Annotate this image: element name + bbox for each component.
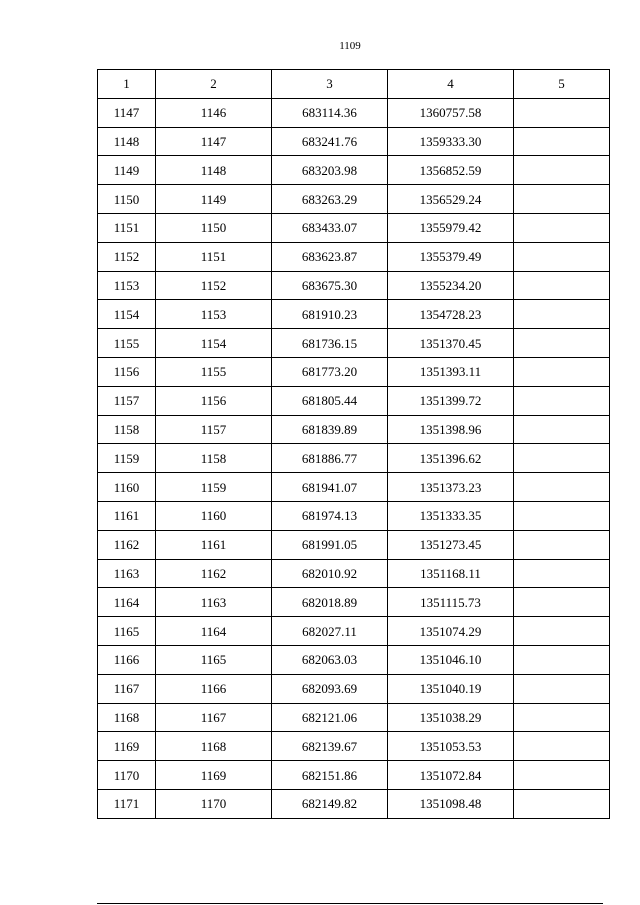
table-cell-col-5: [514, 185, 610, 214]
table-cell-col-3: 683263.29: [272, 185, 388, 214]
table-cell-col-2: 1166: [156, 674, 272, 703]
table-cell-col-5: [514, 444, 610, 473]
table-row: [98, 300, 610, 329]
table-cell-col-1: 1152: [98, 242, 156, 271]
table-cell-col-4: 1351115.73: [388, 588, 514, 617]
table-cell-col-2: 1167: [156, 703, 272, 732]
table-row: [98, 156, 610, 185]
column-header-1: 1: [98, 70, 156, 99]
table-cell-col-1: 1171: [98, 789, 156, 818]
table-cell-col-1: 1157: [98, 386, 156, 415]
table-cell-col-1: 1169: [98, 732, 156, 761]
table-cell-col-5: [514, 789, 610, 818]
table-cell-col-5: [514, 213, 610, 242]
table-cell-col-1: 1166: [98, 645, 156, 674]
table-cell-col-1: 1163: [98, 559, 156, 588]
table-cell-col-2: 1147: [156, 127, 272, 156]
table-cell-col-5: [514, 559, 610, 588]
table-cell-col-5: [514, 530, 610, 559]
table-cell-col-3: 683433.07: [272, 213, 388, 242]
table-cell-col-5: [514, 588, 610, 617]
table-cell-col-2: 1148: [156, 156, 272, 185]
table-row: [98, 98, 610, 127]
table-cell-col-5: [514, 357, 610, 386]
table-cell-col-4: 1351038.29: [388, 703, 514, 732]
table-cell-col-4: 1351333.35: [388, 501, 514, 530]
table-cell-col-2: 1151: [156, 242, 272, 271]
table-cell-col-5: [514, 732, 610, 761]
table-cell-col-3: 683114.36: [272, 98, 388, 127]
table-body: [98, 98, 610, 818]
table-cell-col-5: [514, 242, 610, 271]
table-cell-col-3: 682149.82: [272, 789, 388, 818]
table-cell-col-2: 1149: [156, 185, 272, 214]
table-cell-col-4: 1351074.29: [388, 617, 514, 646]
table-cell-col-4: 1360757.58: [388, 98, 514, 127]
table-cell-col-1: 1150: [98, 185, 156, 214]
table-row: [98, 559, 610, 588]
table-cell-col-2: 1161: [156, 530, 272, 559]
table-row: [98, 761, 610, 790]
table-cell-col-1: 1149: [98, 156, 156, 185]
table-cell-col-3: 681736.15: [272, 329, 388, 358]
table-row: [98, 213, 610, 242]
table-cell-col-2: 1159: [156, 473, 272, 502]
table-row: [98, 674, 610, 703]
table-cell-col-4: 1351273.45: [388, 530, 514, 559]
table-row: [98, 185, 610, 214]
table-cell-col-5: [514, 761, 610, 790]
table-row: [98, 242, 610, 271]
table-cell-col-3: 682093.69: [272, 674, 388, 703]
table-cell-col-2: 1163: [156, 588, 272, 617]
table-cell-col-2: 1169: [156, 761, 272, 790]
table-cell-col-4: 1351396.62: [388, 444, 514, 473]
table-cell-col-4: 1351370.45: [388, 329, 514, 358]
table-cell-col-4: 1351046.10: [388, 645, 514, 674]
table-cell-col-2: 1152: [156, 271, 272, 300]
table-cell-col-3: 683623.87: [272, 242, 388, 271]
table-cell-col-3: 681910.23: [272, 300, 388, 329]
table-cell-col-4: 1355234.20: [388, 271, 514, 300]
table-cell-col-5: [514, 501, 610, 530]
table-cell-col-5: [514, 415, 610, 444]
table-cell-col-1: 1164: [98, 588, 156, 617]
table-row: [98, 588, 610, 617]
table-cell-col-1: 1158: [98, 415, 156, 444]
table-cell-col-5: [514, 300, 610, 329]
table-cell-col-2: 1150: [156, 213, 272, 242]
table-cell-col-2: 1158: [156, 444, 272, 473]
table-cell-col-3: 682018.89: [272, 588, 388, 617]
page-number: 1109: [339, 40, 361, 52]
table-cell-col-3: 682151.86: [272, 761, 388, 790]
table-cell-col-5: [514, 329, 610, 358]
table-cell-col-4: 1351373.23: [388, 473, 514, 502]
table-cell-col-4: 1351098.48: [388, 789, 514, 818]
table-cell-col-2: 1155: [156, 357, 272, 386]
table-cell-col-1: 1160: [98, 473, 156, 502]
table-cell-col-2: 1156: [156, 386, 272, 415]
table-cell-col-3: 681839.89: [272, 415, 388, 444]
table-row: [98, 415, 610, 444]
table-cell-col-2: 1164: [156, 617, 272, 646]
table-cell-col-4: 1356529.24: [388, 185, 514, 214]
column-header-4: 4: [388, 70, 514, 99]
table-cell-col-5: [514, 156, 610, 185]
table-cell-col-1: 1161: [98, 501, 156, 530]
table-cell-col-4: 1351168.11: [388, 559, 514, 588]
table-cell-col-2: 1165: [156, 645, 272, 674]
table-row: [98, 444, 610, 473]
table-cell-col-3: 681773.20: [272, 357, 388, 386]
table-cell-col-1: 1159: [98, 444, 156, 473]
column-header-5: 5: [514, 70, 610, 99]
table-cell-col-5: [514, 674, 610, 703]
table-cell-col-4: 1351040.19: [388, 674, 514, 703]
table-row: [98, 357, 610, 386]
table-cell-col-1: 1148: [98, 127, 156, 156]
table-row: [98, 732, 610, 761]
table-cell-col-5: [514, 617, 610, 646]
table-cell-col-4: 1355979.42: [388, 213, 514, 242]
table-cell-col-2: 1153: [156, 300, 272, 329]
table-cell-col-2: 1162: [156, 559, 272, 588]
table-cell-col-1: 1167: [98, 674, 156, 703]
coordinates-table: [97, 69, 610, 819]
table-cell-col-3: 681974.13: [272, 501, 388, 530]
table-cell-col-2: 1154: [156, 329, 272, 358]
table-cell-col-4: 1351053.53: [388, 732, 514, 761]
table-cell-col-4: 1354728.23: [388, 300, 514, 329]
table-row: [98, 329, 610, 358]
table-row: [98, 473, 610, 502]
table-cell-col-4: 1356852.59: [388, 156, 514, 185]
table-cell-col-5: [514, 473, 610, 502]
table-cell-col-5: [514, 127, 610, 156]
table-cell-col-2: 1146: [156, 98, 272, 127]
table-cell-col-1: 1147: [98, 98, 156, 127]
table-cell-col-1: 1168: [98, 703, 156, 732]
table-cell-col-3: 682027.11: [272, 617, 388, 646]
table-row: [98, 645, 610, 674]
table-cell-col-3: 682139.67: [272, 732, 388, 761]
table-cell-col-3: 681991.05: [272, 530, 388, 559]
table-cell-col-5: [514, 645, 610, 674]
table-cell-col-3: 683241.76: [272, 127, 388, 156]
table-row: [98, 703, 610, 732]
table-cell-col-4: 1351398.96: [388, 415, 514, 444]
table-cell-col-2: 1168: [156, 732, 272, 761]
table-cell-col-3: 682063.03: [272, 645, 388, 674]
table-cell-col-5: [514, 703, 610, 732]
table-row: [98, 501, 610, 530]
table-row: [98, 530, 610, 559]
column-header-2: 2: [156, 70, 272, 99]
table-cell-col-1: 1153: [98, 271, 156, 300]
column-header-3: 3: [272, 70, 388, 99]
table-cell-col-3: 681805.44: [272, 386, 388, 415]
table-row: [98, 617, 610, 646]
table-cell-col-5: [514, 386, 610, 415]
table-cell-col-4: 1355379.49: [388, 242, 514, 271]
table-cell-col-3: 682121.06: [272, 703, 388, 732]
table-cell-col-5: [514, 271, 610, 300]
table-cell-col-4: 1351399.72: [388, 386, 514, 415]
table-cell-col-5: [514, 98, 610, 127]
table-cell-col-2: 1157: [156, 415, 272, 444]
table-cell-col-2: 1160: [156, 501, 272, 530]
table-cell-col-3: 683675.30: [272, 271, 388, 300]
table-cell-col-4: 1359333.30: [388, 127, 514, 156]
table-cell-col-3: 681941.07: [272, 473, 388, 502]
table-cell-col-1: 1162: [98, 530, 156, 559]
footer-rule: [97, 903, 603, 904]
table-cell-col-2: 1170: [156, 789, 272, 818]
table-cell-col-4: 1351072.84: [388, 761, 514, 790]
table-cell-col-4: 1351393.11: [388, 357, 514, 386]
table-cell-col-3: 681886.77: [272, 444, 388, 473]
table-cell-col-3: 682010.92: [272, 559, 388, 588]
table-cell-col-1: 1154: [98, 300, 156, 329]
table-cell-col-1: 1165: [98, 617, 156, 646]
table-cell-col-1: 1151: [98, 213, 156, 242]
table-header-row: [98, 70, 610, 99]
table-cell-col-1: 1155: [98, 329, 156, 358]
table-cell-col-1: 1170: [98, 761, 156, 790]
table-row: [98, 127, 610, 156]
table-row: [98, 386, 610, 415]
table-cell-col-1: 1156: [98, 357, 156, 386]
table-cell-col-3: 683203.98: [272, 156, 388, 185]
table-row: [98, 789, 610, 818]
table-row: [98, 271, 610, 300]
